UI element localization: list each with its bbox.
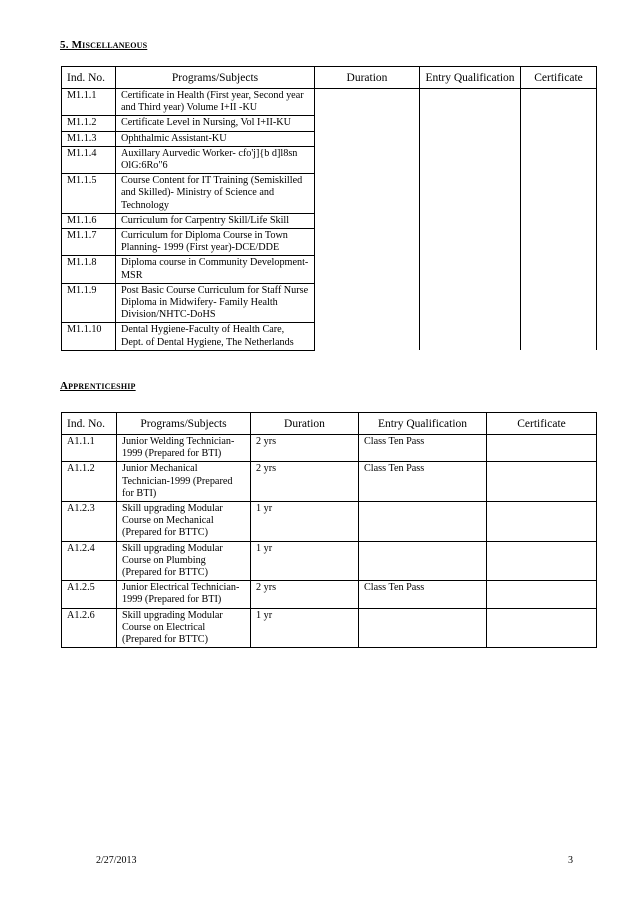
- cell-certificate: [521, 283, 597, 323]
- cell-program: Course Content for IT Training (Semiskilled and Skilled)- Ministry of Science and Technology: [116, 174, 315, 214]
- cell-ind: M1.1.9: [62, 283, 116, 323]
- cell-program: Diploma course in Community Development-MSR: [116, 256, 315, 283]
- cell-duration: [315, 213, 420, 228]
- cell-program: Curriculum for Carpentry Skill/Life Skill: [116, 213, 315, 228]
- cell-duration: [315, 146, 420, 173]
- cell-ind: M1.1.3: [62, 131, 116, 146]
- cell-entry: [359, 608, 487, 648]
- cell-entry: [420, 283, 521, 323]
- table-row: [62, 462, 597, 502]
- misc-header-certificate: Certificate: [521, 67, 597, 89]
- cell-entry: [359, 502, 487, 542]
- cell-program: Dental Hygiene-Faculty of Health Care, Dept. of Dental Hygiene, The Netherlands: [116, 323, 315, 350]
- table-row: [62, 608, 597, 648]
- cell-ind: A1.2.5: [62, 581, 117, 608]
- cell-ind: M1.1.1: [62, 89, 116, 116]
- table-row: [62, 89, 597, 116]
- cell-program: Junior Welding Technician-1999 (Prepared for BTI): [117, 435, 251, 462]
- cell-program: Auxillary Aurvedic Worker- cfo'j]{b d]l8sn OlG:6Ro"6: [116, 146, 315, 173]
- table-row: [62, 283, 597, 323]
- cell-entry: [420, 229, 521, 256]
- cell-certificate: [521, 146, 597, 173]
- misc-header-program: Programs/Subjects: [116, 67, 315, 89]
- cell-ind: M1.1.10: [62, 323, 116, 350]
- cell-duration: 2 yrs: [251, 581, 359, 608]
- misc-section-heading: 5. Miscellaneous: [60, 39, 148, 51]
- apprenticeship-header-program: Programs/Subjects: [117, 413, 251, 435]
- cell-entry: [359, 541, 487, 581]
- table-row: [62, 131, 597, 146]
- cell-entry: Class Ten Pass: [359, 581, 487, 608]
- cell-entry: [420, 116, 521, 131]
- apprenticeship-table: [61, 412, 597, 648]
- misc-header-duration: Duration: [315, 67, 420, 89]
- footer-page-number: 3: [568, 855, 573, 866]
- cell-entry: [420, 89, 521, 116]
- cell-duration: [315, 174, 420, 214]
- cell-entry: [420, 323, 521, 350]
- cell-entry: Class Ten Pass: [359, 462, 487, 502]
- cell-certificate: [487, 581, 597, 608]
- table-row: [62, 581, 597, 608]
- cell-ind: A1.1.1: [62, 435, 117, 462]
- cell-duration: [315, 256, 420, 283]
- cell-certificate: [521, 256, 597, 283]
- misc-header-ind: Ind. No.: [62, 67, 116, 89]
- cell-program: Skill upgrading Modular Course on Plumbing (Prepared for BTTC): [117, 541, 251, 581]
- cell-certificate: [521, 116, 597, 131]
- table-row: [62, 541, 597, 581]
- table-row: [62, 229, 597, 256]
- cell-duration: 1 yr: [251, 502, 359, 542]
- cell-certificate: [521, 89, 597, 116]
- cell-program: Junior Electrical Technician-1999 (Prepared for BTI): [117, 581, 251, 608]
- cell-entry: [420, 213, 521, 228]
- apprenticeship-header-certificate: Certificate: [487, 413, 597, 435]
- cell-program: Certificate Level in Nursing, Vol I+II-KU: [116, 116, 315, 131]
- apprenticeship-header-ind: Ind. No.: [62, 413, 117, 435]
- cell-duration: 2 yrs: [251, 435, 359, 462]
- apprenticeship-header-row: [62, 413, 597, 435]
- cell-ind: M1.1.8: [62, 256, 116, 283]
- cell-ind: M1.1.2: [62, 116, 116, 131]
- footer-date: 2/27/2013: [96, 855, 137, 866]
- cell-entry: Class Ten Pass: [359, 435, 487, 462]
- cell-certificate: [521, 323, 597, 350]
- cell-ind: M1.1.4: [62, 146, 116, 173]
- cell-duration: 1 yr: [251, 541, 359, 581]
- cell-duration: [315, 89, 420, 116]
- cell-program: Skill upgrading Modular Course on Mechanical (Prepared for BTTC): [117, 502, 251, 542]
- cell-duration: [315, 229, 420, 256]
- cell-program: Certificate in Health (First year, Second year and Third year) Volume I+II -KU: [116, 89, 315, 116]
- table-row: [62, 323, 597, 350]
- cell-ind: A1.2.4: [62, 541, 117, 581]
- cell-duration: [315, 131, 420, 146]
- cell-ind: M1.1.6: [62, 213, 116, 228]
- table-row: [62, 146, 597, 173]
- cell-program: Skill upgrading Modular Course on Electrical (Prepared for BTTC): [117, 608, 251, 648]
- cell-duration: 2 yrs: [251, 462, 359, 502]
- cell-certificate: [487, 435, 597, 462]
- cell-certificate: [487, 502, 597, 542]
- cell-program: Junior Mechanical Technician-1999 (Prepared for BTI): [117, 462, 251, 502]
- cell-certificate: [487, 462, 597, 502]
- cell-ind: A1.1.2: [62, 462, 117, 502]
- cell-ind: M1.1.7: [62, 229, 116, 256]
- table-row: [62, 174, 597, 214]
- cell-duration: [315, 283, 420, 323]
- cell-program: Ophthalmic Assistant-KU: [116, 131, 315, 146]
- cell-certificate: [521, 229, 597, 256]
- cell-entry: [420, 256, 521, 283]
- apprenticeship-header-duration: Duration: [251, 413, 359, 435]
- cell-certificate: [487, 541, 597, 581]
- table-row: [62, 213, 597, 228]
- cell-certificate: [521, 213, 597, 228]
- misc-header-entry: Entry Qualification: [420, 67, 521, 89]
- misc-header-row: [62, 67, 597, 89]
- cell-duration: 1 yr: [251, 608, 359, 648]
- cell-program: Post Basic Course Curriculum for Staff Nurse Diploma in Midwifery- Family Health Division/NHTC-DoHS: [116, 283, 315, 323]
- cell-ind: A1.2.3: [62, 502, 117, 542]
- cell-certificate: [521, 131, 597, 146]
- apprenticeship-header-entry: Entry Qualification: [359, 413, 487, 435]
- cell-entry: [420, 174, 521, 214]
- table-row: [62, 256, 597, 283]
- cell-duration: [315, 323, 420, 350]
- cell-duration: [315, 116, 420, 131]
- misc-table: [61, 66, 597, 351]
- table-row: [62, 435, 597, 462]
- table-row: [62, 116, 597, 131]
- cell-entry: [420, 146, 521, 173]
- cell-certificate: [521, 174, 597, 214]
- cell-ind: A1.2.6: [62, 608, 117, 648]
- cell-entry: [420, 131, 521, 146]
- apprenticeship-section-heading: Apprenticeship: [60, 380, 136, 392]
- cell-ind: M1.1.5: [62, 174, 116, 214]
- table-row: [62, 502, 597, 542]
- cell-program: Curriculum for Diploma Course in Town Planning- 1999 (First year)-DCE/DDE: [116, 229, 315, 256]
- cell-certificate: [487, 608, 597, 648]
